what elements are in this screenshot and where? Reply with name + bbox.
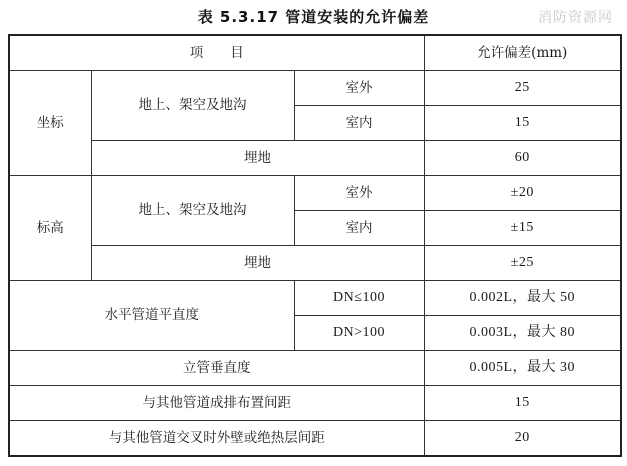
table-row xyxy=(9,71,621,106)
table-row xyxy=(9,246,621,281)
horizontal-label: 水平管道平直度 xyxy=(9,281,294,351)
table-row xyxy=(9,176,621,211)
elevation-buried-value: ±25 xyxy=(424,246,621,281)
table-title: 表 5.3.17 管道安装的允许偏差 xyxy=(197,8,430,26)
caption xyxy=(0,0,627,34)
watermark: 消防资源网 xyxy=(538,10,613,26)
row-spacing-value: 15 xyxy=(424,386,621,421)
header-row xyxy=(9,35,621,71)
coordinate-outdoor-value: 25 xyxy=(424,71,621,106)
elevation-outdoor-value: ±20 xyxy=(424,176,621,211)
elevation-above-ground: 地上、架空及地沟 xyxy=(91,176,294,246)
horizontal-cond-large: DN>100 xyxy=(294,316,424,351)
header-item: 项 目 xyxy=(9,35,424,71)
coordinate-buried: 埋地 xyxy=(91,141,424,176)
horizontal-cond-small: DN≤100 xyxy=(294,281,424,316)
table-row xyxy=(9,281,621,316)
coordinate-buried-value: 60 xyxy=(424,141,621,176)
horizontal-value-small: 0.002L，最大 50 xyxy=(424,281,621,316)
coordinate-outdoor: 室外 xyxy=(294,71,424,106)
table-row xyxy=(9,421,621,457)
vertical-value: 0.005L，最大 30 xyxy=(424,351,621,386)
tolerance-table xyxy=(8,34,622,457)
elevation-buried: 埋地 xyxy=(91,246,424,281)
elevation-outdoor: 室外 xyxy=(294,176,424,211)
coordinate-label: 坐标 xyxy=(9,71,91,176)
table-row xyxy=(9,386,621,421)
row-spacing-label: 与其他管道成排布置间距 xyxy=(9,386,424,421)
elevation-indoor-value: ±15 xyxy=(424,211,621,246)
crossing-label: 与其他管道交叉时外壁或绝热层间距 xyxy=(9,421,424,457)
elevation-label: 标高 xyxy=(9,176,91,281)
vertical-label: 立管垂直度 xyxy=(9,351,424,386)
header-tolerance: 允许偏差(mm) xyxy=(424,35,621,71)
table-row xyxy=(9,141,621,176)
horizontal-value-large: 0.003L，最大 80 xyxy=(424,316,621,351)
coordinate-indoor: 室内 xyxy=(294,106,424,141)
coordinate-indoor-value: 15 xyxy=(424,106,621,141)
table-row xyxy=(9,351,621,386)
elevation-indoor: 室内 xyxy=(294,211,424,246)
coordinate-above-ground: 地上、架空及地沟 xyxy=(91,71,294,141)
crossing-value: 20 xyxy=(424,421,621,457)
